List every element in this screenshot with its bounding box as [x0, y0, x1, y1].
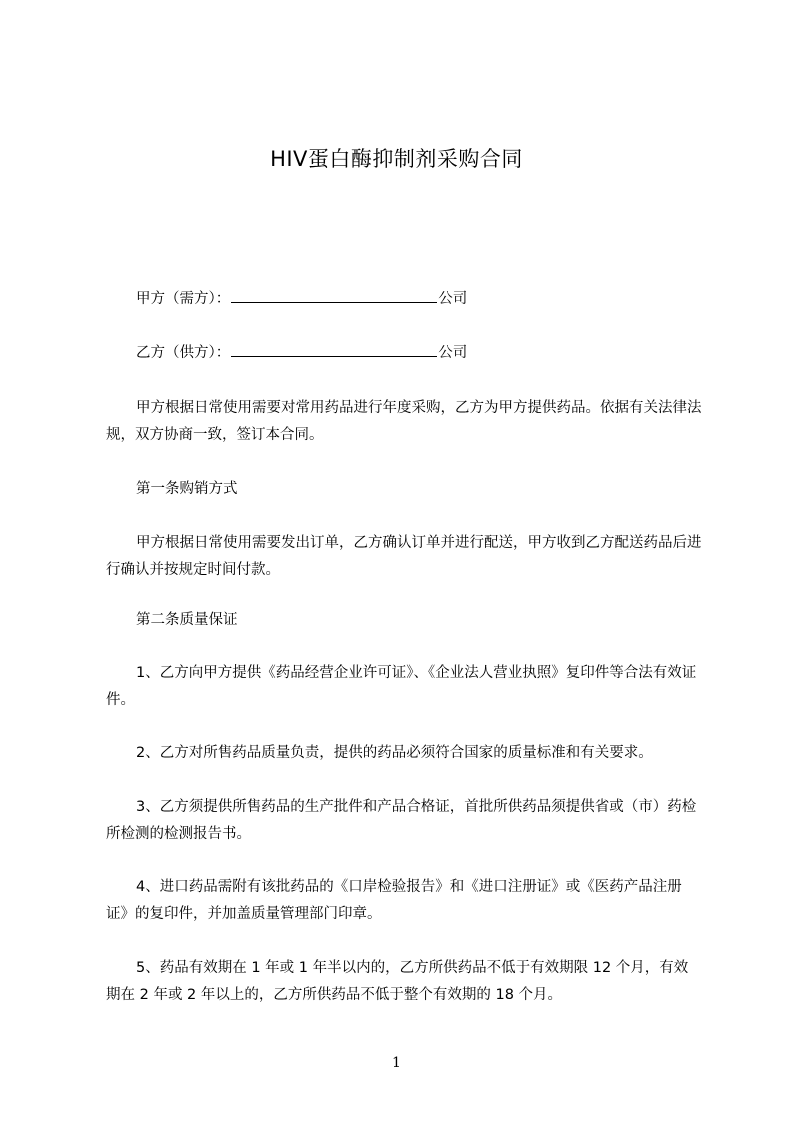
article2-item-text: 3、乙方须提供所售药品的生产批件和产品合格证，首批所供药品须提供省或（市）药检所检测的检测报告书。 — [106, 799, 697, 842]
party-a-label: 甲方（需方）： — [136, 291, 231, 307]
article2-item-3 — [106, 794, 702, 848]
article2-item-2 — [106, 740, 702, 767]
party-b-blank — [231, 342, 437, 357]
article2-item-text: 4、进口药品需附有该批药品的《口岸检验报告》和《进口注册证》或《医药产品注册证》的复印件，并加盖质量管理部门印章。 — [106, 879, 682, 922]
party-a-line — [106, 286, 706, 313]
article2-item-4 — [106, 874, 702, 928]
article2-heading: 第二条质量保证 — [136, 612, 238, 628]
article1-heading: 第一条购销方式 — [136, 481, 238, 497]
intro-paragraph — [106, 395, 702, 449]
document-title: HIV蛋白酶抑制剂采购合同 — [270, 147, 523, 171]
article1-paragraph — [106, 530, 702, 584]
page-number: 1 — [392, 1055, 401, 1071]
party-a-suffix: 公司 — [438, 291, 468, 307]
article2-item-5 — [106, 955, 702, 1009]
article2-item-text: 5、药品有效期在 1 年或 1 年半以内的，乙方所供药品不低于有效期限 12 个月，有效期在 2 年或 2 年以上的，乙方所供药品不低于整个有效期的 18 个月。 — [106, 960, 689, 1003]
intro-text: 甲方根据日常使用需要对常用药品进行年度采购，乙方为甲方提供药品。依据有关法律法规，双方协商一致，签订本合同。 — [106, 400, 702, 443]
article2-item-text: 2、乙方对所售药品质量负责，提供的药品必须符合国家的质量标准和有关要求。 — [136, 745, 653, 761]
party-b-suffix: 公司 — [438, 345, 468, 361]
article2-heading-line — [106, 607, 706, 634]
article2-item-text: 1、乙方向甲方提供《药品经营企业许可证》、《企业法人营业执照》复印件等合法有效证件。 — [106, 665, 697, 708]
article2-item-1 — [106, 660, 702, 714]
party-b-line — [106, 340, 706, 367]
article1-text: 甲方根据日常使用需要发出订单，乙方确认订单并进行配送，甲方收到乙方配送药品后进行确认并按规定时间付款。 — [106, 535, 702, 578]
party-a-blank — [231, 288, 437, 303]
article1-heading-line — [106, 476, 706, 503]
party-b-label: 乙方（供方）： — [136, 345, 231, 361]
